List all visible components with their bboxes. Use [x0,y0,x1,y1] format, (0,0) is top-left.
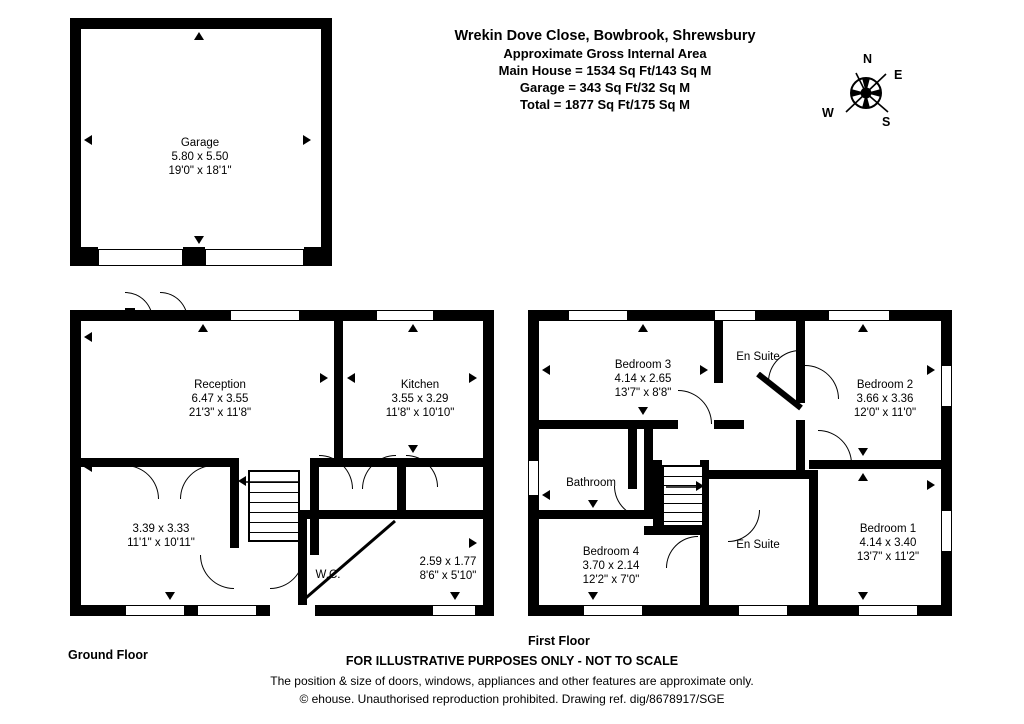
compass-rose [820,50,912,140]
ff-bed3-name: Bedroom 3 [614,359,672,371]
gf-door-swing-top-a [125,292,153,320]
gf-stairs-arrow-line [242,480,300,484]
ff-window-top-1 [568,310,628,321]
garage-door-left [98,249,183,266]
footer-note: The position & size of doors, windows, appliances and other features are approximate only. [270,674,754,688]
gf-kitchen-name: Kitchen [400,379,440,391]
ff-room-label-bedroom3 [578,358,708,400]
ff-room-label-bedroom2 [820,378,950,420]
ff-arrow-bed2-right [927,365,935,375]
garage-imperial: 19'0" x 18'1" [168,165,232,177]
ff-ensuite2-name: En Suite [736,539,780,551]
compass-label-west: W [822,106,834,120]
ff-room-label-bedroom4 [546,545,676,587]
gf-window-top-1 [230,310,300,321]
ff-arrow-bed2-down [858,448,868,456]
garage-plan [70,18,332,266]
ff-bed3-imperial: 13'7" x 8'8" [614,387,672,399]
gf-arrow-kitchen-left [347,373,355,383]
gf-arrow-kitchen-down [408,445,418,453]
garage-wall-left [70,18,81,266]
garage-wall-right [321,18,332,266]
ff-room-label-bedroom1 [823,522,953,564]
ff-wall-bed3-bottom-2 [714,420,744,429]
ff-wall-ensuite2-right [809,470,818,605]
gf-room-label-lower-left [96,522,226,550]
ff-arrow-bed3-down [638,407,648,415]
ff-wall-ensuite2-top [700,470,818,479]
ff-room-label-ensuite-2 [710,538,806,552]
gf-arrow-utility-right [469,538,477,548]
ff-wall-bed3-bottom [528,420,678,429]
compass-label-north: N [863,52,873,66]
gf-swing-lounge [200,555,234,589]
area-main-house: Main House = 1534 Sq Ft/143 Sq M [498,63,712,78]
plan-header [380,28,830,113]
ff-window-top-2 [714,310,756,321]
ff-bed1-metric: 4.14 x 3.40 [859,537,917,549]
gf-window-bottom-3 [432,605,476,616]
ground-floor-caption: Ground Floor [68,648,148,662]
gf-room-label-utility [388,555,508,583]
gf-swing-reception-2 [125,465,159,499]
gf-utility-imperial: 8'6" x 5'10" [419,570,477,582]
ff-room-label-bathroom [544,476,638,490]
ff-bed4-imperial: 12'2" x 7'0" [582,574,640,586]
gf-window-bottom-1 [125,605,185,616]
ff-bed2-name: Bedroom 2 [856,379,914,391]
ff-bathroom-name: Bathroom [566,477,616,489]
ground-floor-plan [70,310,494,616]
gf-lowerleft-imperial: 11'1" x 10'11" [127,537,195,549]
garage-wall-top [70,18,332,29]
gf-wall-reception-kitchen [334,321,343,458]
ff-bed2-imperial: 12'0" x 11'0" [853,407,917,419]
ff-arrow-bathroom-left [542,490,550,500]
area-total: Total = 1877 Sq Ft/175 Sq M [520,97,690,112]
gf-wall-utility-bot [397,510,494,519]
gf-kitchen-imperial: 11'8" x 10'10" [385,407,455,419]
ff-arrow-bed3-up [638,324,648,332]
footer-disclaimer: FOR ILLUSTRATIVE PURPOSES ONLY - NOT TO SCALE [345,654,679,668]
ff-stairs-arrow-line [666,485,700,489]
footer-copyright: © ehouse. Unauthorised reproduction prohibited. Drawing ref. dig/8678917/SGE [299,692,725,706]
ff-arrow-bed4-down [588,592,598,600]
gf-room-label-reception [150,378,290,420]
ff-bed4-metric: 3.70 x 2.14 [582,560,640,572]
gf-window-bottom-2 [197,605,257,616]
ff-arrow-bed1-right [927,480,935,490]
gf-room-label-kitchen [360,378,480,420]
gf-lowerleft-metric: 3.39 x 3.33 [132,523,190,535]
gf-reception-metric: 6.47 x 3.55 [191,393,249,405]
plan-title: Wrekin Dove Close, Bowbrook, Shrewsbury [454,28,756,44]
ff-ensuite1-name: En Suite [736,351,780,363]
first-floor-plan [528,310,952,616]
gf-arrow-kitchen-up [408,324,418,332]
compass-label-east: E [894,68,903,82]
gf-wc-name: W.C. [315,569,341,581]
garage-name: Garage [180,137,220,149]
ff-staircase [662,465,704,527]
gf-window-top-2 [376,310,434,321]
gf-wall-hall-left [230,458,239,548]
compass-icon [820,50,912,140]
garage-arrow-right [303,135,311,145]
gf-kitchen-metric: 3.55 x 3.29 [391,393,449,405]
ff-bed1-imperial: 13'7" x 11'2" [856,551,920,563]
gf-reception-name: Reception [194,379,246,391]
garage-wall-bottom-mid [183,247,205,266]
area-heading: Approximate Gross Internal Area [503,46,707,61]
ff-arrow-bed1-up [858,473,868,481]
ff-room-label-ensuite-1 [718,350,798,364]
gf-utility-metric: 2.59 x 1.77 [419,556,477,568]
ff-bed3-metric: 4.14 x 2.65 [614,373,672,385]
ff-window-top-3 [828,310,890,321]
ff-window-bottom-2 [738,605,788,616]
gf-arrow-reception-right [320,373,328,383]
gf-reception-imperial: 21'3" x 11'8" [188,407,252,419]
first-floor-caption: First Floor [528,634,590,648]
gf-room-label-wc [298,568,358,582]
gf-swing-reception-1 [180,465,214,499]
gf-door-swing-top-b [160,292,188,320]
gf-arrow-lowerleft-left [84,462,92,472]
garage-metric: 5.80 x 5.50 [171,151,229,163]
ff-window-bottom-1 [583,605,643,616]
ff-arrow-bathroom-down [588,500,598,508]
garage-door-right [205,249,304,266]
ff-window-bottom-3 [858,605,918,616]
ff-bed2-metric: 3.66 x 3.36 [856,393,914,405]
ff-wall-stairs-left [653,460,662,535]
ff-window-left [528,460,539,496]
garage-label [140,136,260,178]
ff-wall-landing-bed2-b [796,420,805,470]
garage-arrow-up [194,32,204,40]
gf-arrow-reception-left [84,332,92,342]
garage-wall-bottom-right [304,247,332,266]
garage-arrow-left [84,135,92,145]
garage-arrow-down [194,236,204,244]
ff-bed1-name: Bedroom 1 [859,523,917,535]
ff-arrow-bed1-down [858,592,868,600]
gf-arrow-reception-up [198,324,208,332]
compass-label-south: S [882,115,891,129]
ff-swing-bed1 [818,430,852,464]
area-garage: Garage = 343 Sq Ft/32 Sq M [519,80,691,95]
gf-arrow-lowerleft-down [165,592,175,600]
ff-arrow-bed3-left [542,365,550,375]
garage-wall-bottom-left [70,247,98,266]
ff-arrow-bed2-up [858,324,868,332]
ff-bed4-name: Bedroom 4 [582,546,640,558]
gf-arrow-utility-down [450,592,460,600]
